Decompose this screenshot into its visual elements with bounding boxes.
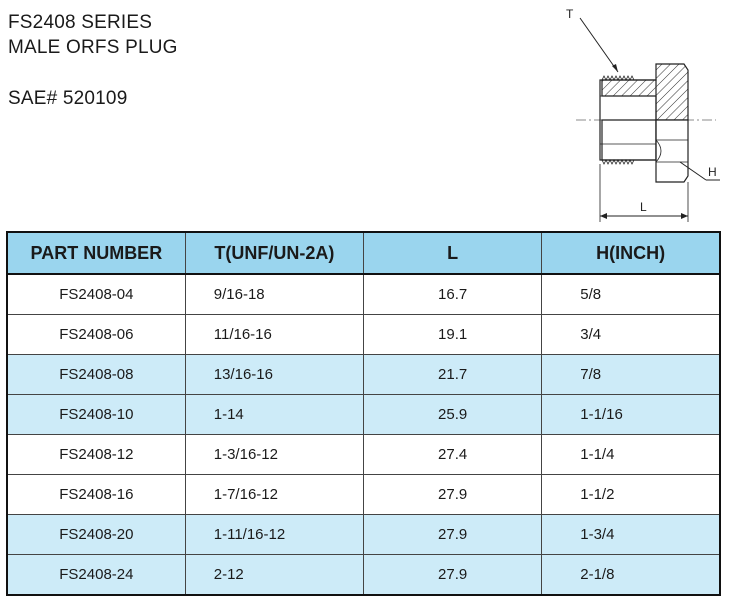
product-name: MALE ORFS PLUG <box>8 37 178 58</box>
table-row <box>7 515 720 555</box>
cell-length: 27.4 <box>364 435 542 475</box>
cell-part-number: FS2408-16 <box>7 475 185 515</box>
cell-thread: 9/16-18 <box>185 274 363 315</box>
cell-length: 27.9 <box>364 555 542 596</box>
cell-length: 21.7 <box>364 355 542 395</box>
t-leader <box>580 18 618 72</box>
cell-hex: 1-1/4 <box>542 435 720 475</box>
cell-length: 19.1 <box>364 315 542 355</box>
cell-part-number: FS2408-10 <box>7 395 185 435</box>
cell-thread: 1-3/16-12 <box>185 435 363 475</box>
col-hex: H(INCH) <box>542 232 720 274</box>
cell-thread: 1-7/16-12 <box>185 475 363 515</box>
cell-part-number: FS2408-06 <box>7 315 185 355</box>
table-row <box>7 435 720 475</box>
cell-part-number: FS2408-12 <box>7 435 185 475</box>
table-row <box>7 475 720 515</box>
section-hatch <box>602 64 688 120</box>
table-row <box>7 315 720 355</box>
cell-length: 27.9 <box>364 515 542 555</box>
table-row <box>7 274 720 315</box>
cell-part-number: FS2408-08 <box>7 355 185 395</box>
cell-part-number: FS2408-24 <box>7 555 185 596</box>
col-part-number: PART NUMBER <box>7 232 185 274</box>
cell-thread: 11/16-16 <box>185 315 363 355</box>
cell-hex: 5/8 <box>542 274 720 315</box>
cell-length: 16.7 <box>364 274 542 315</box>
cell-thread: 1-14 <box>185 395 363 435</box>
cell-length: 25.9 <box>364 395 542 435</box>
table-row <box>7 555 720 596</box>
cell-hex: 3/4 <box>542 315 720 355</box>
cell-part-number: FS2408-04 <box>7 274 185 315</box>
label-l: L <box>640 200 647 214</box>
table-header-row <box>7 232 720 274</box>
cell-hex: 1-3/4 <box>542 515 720 555</box>
specs-table <box>6 231 721 596</box>
label-h: H <box>708 165 717 179</box>
label-t: T <box>566 7 574 21</box>
cell-hex: 7/8 <box>542 355 720 395</box>
table-row <box>7 355 720 395</box>
col-thread: T(UNF/UN-2A) <box>185 232 363 274</box>
series-title: FS2408 SERIES <box>8 12 153 33</box>
col-length: L <box>364 232 542 274</box>
plug-technical-drawing <box>556 0 726 230</box>
cell-thread: 13/16-16 <box>185 355 363 395</box>
cell-thread: 2-12 <box>185 555 363 596</box>
sae-number: SAE# 520109 <box>8 88 128 109</box>
table-row <box>7 395 720 435</box>
cell-part-number: FS2408-20 <box>7 515 185 555</box>
cell-thread: 1-11/16-12 <box>185 515 363 555</box>
cell-hex: 1-1/16 <box>542 395 720 435</box>
cell-length: 27.9 <box>364 475 542 515</box>
cell-hex: 1-1/2 <box>542 475 720 515</box>
cell-hex: 2-1/8 <box>542 555 720 596</box>
